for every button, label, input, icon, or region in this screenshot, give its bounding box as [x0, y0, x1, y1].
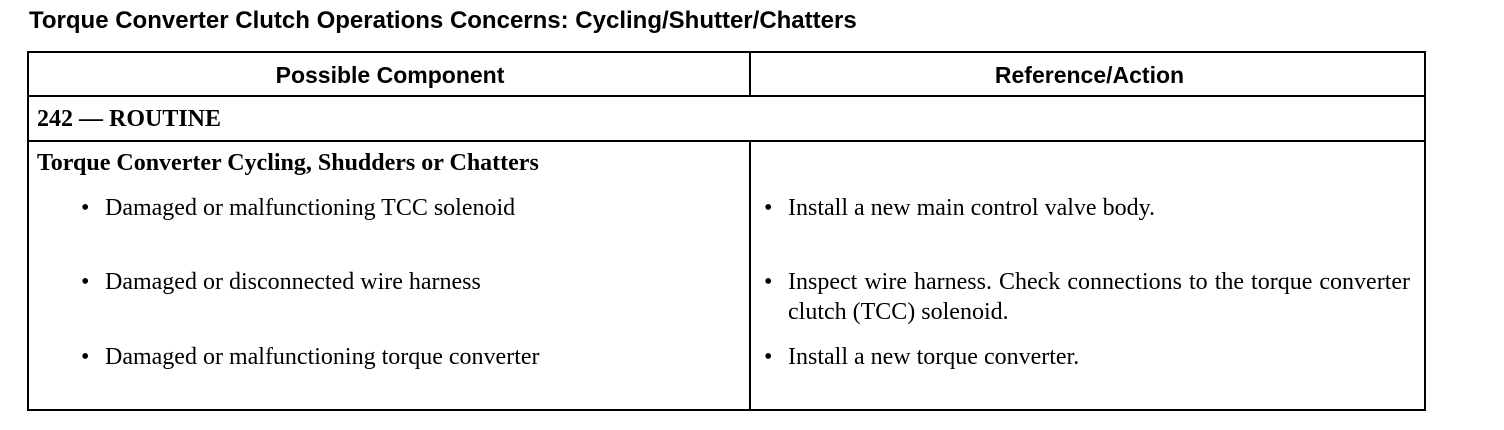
column-header-possible-component: Possible Component — [275, 62, 505, 88]
table-row-component — [81, 193, 515, 223]
component-table — [27, 51, 1426, 411]
page-title: Torque Converter Clutch Operations Concerns: Cycling/Shutter/Chatters — [29, 7, 857, 34]
component-text: Damaged or malfunctioning torque converter — [105, 344, 540, 370]
action-text: Install a new torque converter. — [788, 344, 1080, 370]
table-row-component — [81, 267, 481, 297]
action-text: Install a new main control valve body. — [788, 195, 1156, 221]
table-row-action — [764, 193, 1410, 223]
header-divider — [29, 95, 1424, 97]
bullet-icon: • — [764, 344, 773, 370]
routine-label: 242 — ROUTINE — [37, 106, 222, 132]
table-row-component — [81, 342, 540, 372]
column-header-reference-action: Reference/Action — [994, 62, 1185, 88]
routine-divider — [29, 140, 1424, 142]
body-column-divider — [749, 142, 751, 409]
bullet-icon: • — [81, 195, 90, 221]
component-text: Damaged or malfunctioning TCC solenoid — [105, 195, 516, 221]
component-text: Damaged or disconnected wire harness — [105, 269, 481, 295]
section-title: Torque Converter Cycling, Shudders or Chatters — [37, 150, 539, 176]
action-text: Inspect wire harness. Check connections to the torque converter clutch (TCC) solenoid. — [788, 269, 1410, 325]
bullet-icon: • — [764, 195, 773, 221]
table-row-action — [764, 267, 1410, 327]
bullet-icon: • — [81, 344, 90, 370]
bullet-icon: • — [81, 269, 90, 295]
header-column-divider — [749, 53, 751, 97]
bullet-icon: • — [764, 269, 773, 295]
table-row-action — [764, 342, 1410, 372]
